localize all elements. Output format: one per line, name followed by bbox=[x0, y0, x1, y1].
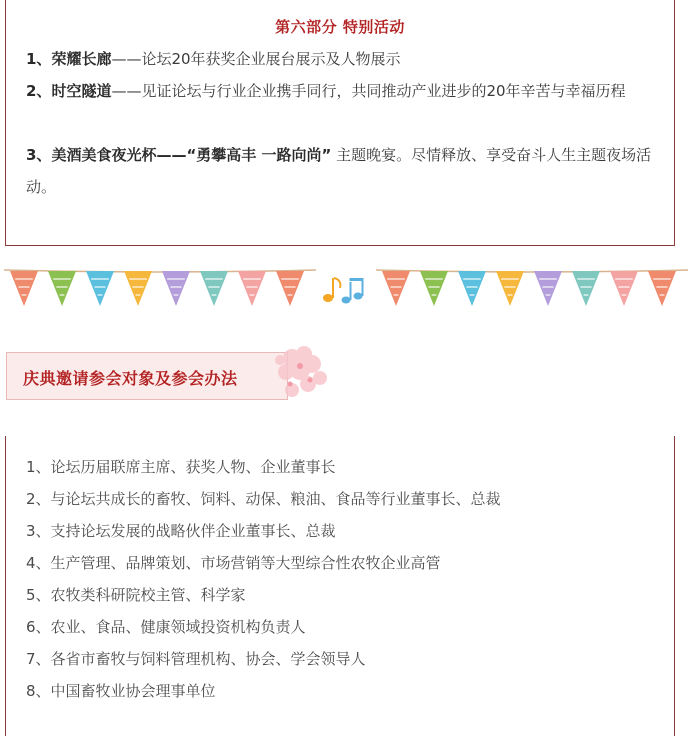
bunting-flag bbox=[86, 271, 114, 306]
bunting-flag bbox=[238, 271, 266, 306]
bunting-flag bbox=[124, 271, 152, 306]
bunting-flag bbox=[10, 271, 38, 306]
music-notes-icon bbox=[316, 270, 366, 308]
special-activities-box bbox=[5, 0, 675, 246]
bunting-flag bbox=[458, 271, 486, 306]
bunting-flag bbox=[648, 271, 676, 306]
activity-num: 2、 bbox=[26, 82, 52, 100]
attendee-item: 4、生产管理、品牌策划、市场营销等大型综合性农牧企业高管 bbox=[26, 554, 441, 572]
attendee-item: 5、农牧类科研院校主管、科学家 bbox=[26, 586, 246, 604]
attendee-item: 7、各省市畜牧与饲料管理机构、协会、学会领导人 bbox=[26, 650, 366, 668]
activity-num: 1、 bbox=[26, 50, 52, 68]
bunting-flag bbox=[496, 271, 524, 306]
activity-desc: ——见证论坛与行业企业携手同行，共同推动产业进步的20年辛苦与幸福历程 bbox=[111, 82, 626, 100]
bunting-flag bbox=[200, 271, 228, 306]
attendee-item: 6、农业、食品、健康领域投资机构负责人 bbox=[26, 618, 306, 636]
activity-desc: 主题晚宴。尽情释放、享受奋斗人生主题夜场活动。 bbox=[26, 146, 652, 196]
activity-desc: ——论坛20年获奖企业展台展示及人物展示 bbox=[111, 50, 401, 68]
bunting-flag bbox=[276, 271, 304, 306]
banner-title: 庆典邀请参会对象及参会办法 bbox=[23, 369, 238, 388]
attendee-item: 8、中国畜牧业协会理事单位 bbox=[26, 682, 216, 700]
activity-item-3 bbox=[26, 139, 658, 203]
activity-num: 3、 bbox=[26, 146, 52, 164]
attendee-item: 3、支持论坛发展的战略伙伴企业董事长、总裁 bbox=[26, 522, 336, 540]
section-banner bbox=[6, 352, 288, 400]
attendee-item: 2、与论坛共成长的畜牧、饲料、动保、粮油、食品等行业董事长、总裁 bbox=[26, 490, 501, 508]
bunting-flag bbox=[534, 271, 562, 306]
bunting-right bbox=[376, 266, 688, 310]
bunting-flag bbox=[572, 271, 600, 306]
activity-name: 时空隧道 bbox=[51, 82, 112, 100]
attendee-item: 1、论坛历届联席主席、获奖人物、企业董事长 bbox=[26, 458, 336, 476]
bunting-flag bbox=[610, 271, 638, 306]
activity-name: 美酒美食夜光杯——“勇攀高丰 一路向尚” bbox=[51, 146, 332, 164]
bunting-left bbox=[4, 266, 316, 310]
section-title: 第六部分 特别活动 bbox=[275, 18, 405, 36]
bunting-flag bbox=[162, 271, 190, 306]
bunting-flag bbox=[48, 271, 76, 306]
bunting-flag bbox=[420, 271, 448, 306]
activity-item-1 bbox=[26, 43, 658, 75]
activity-item-2 bbox=[26, 75, 658, 107]
cherry-blossom-icon bbox=[262, 338, 342, 408]
activity-name: 荣耀长廊 bbox=[51, 50, 112, 68]
bunting-flag bbox=[382, 271, 410, 306]
attendees-box bbox=[5, 436, 675, 736]
